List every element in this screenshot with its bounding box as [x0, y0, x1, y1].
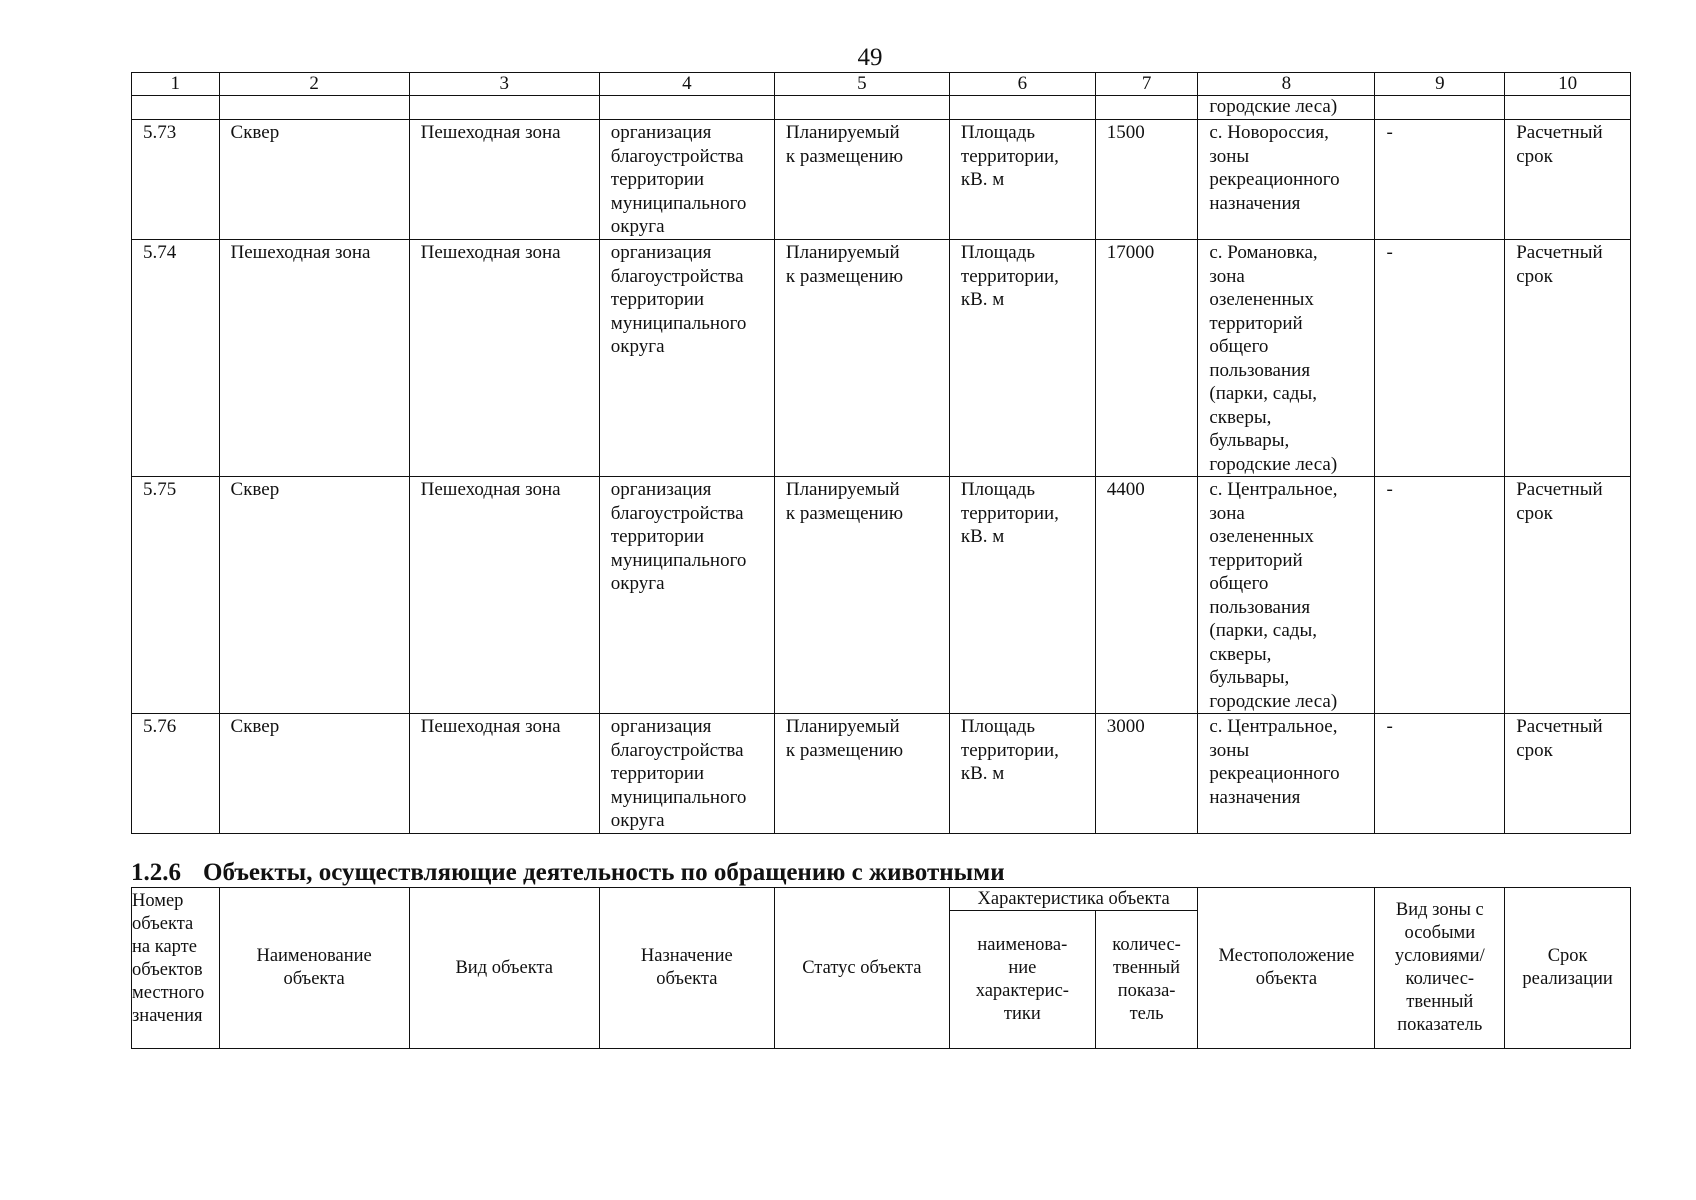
table-row	[132, 240, 1631, 477]
continuation-row	[132, 96, 1631, 120]
header-row	[132, 888, 1631, 911]
table-cell: организация благоустройства территории муниципального округа	[599, 477, 774, 714]
table-cell	[409, 96, 599, 120]
table-cell: Сквер	[219, 714, 409, 834]
page-number: 49	[857, 44, 883, 71]
column-number-row	[132, 73, 1631, 96]
header-characteristic-name: наименова- ние характерис- тики	[949, 911, 1095, 1049]
table-row	[132, 477, 1631, 714]
table-cell	[1505, 96, 1631, 120]
table-cell: Площадь территории, кВ. м	[949, 120, 1095, 240]
table-cell: Расчетный срок	[1505, 477, 1631, 714]
table-cell: Сквер	[219, 477, 409, 714]
table-cell: 5.76	[132, 714, 220, 834]
objects-table	[131, 72, 1631, 834]
table-cell: с. Новороссия, зоны рекреационного назначения	[1198, 120, 1375, 240]
column-number: 1	[132, 73, 220, 96]
table-cell: с. Центральное, зона озелененных территорий общего пользования (парки, сады, скверы, бульвары, городские леса)	[1198, 477, 1375, 714]
table-cell: с. Центральное, зоны рекреационного назначения	[1198, 714, 1375, 834]
table-row	[132, 714, 1631, 834]
table-row	[132, 120, 1631, 240]
table-cell	[949, 96, 1095, 120]
table-cell: -	[1375, 714, 1505, 834]
column-number: 7	[1095, 73, 1198, 96]
header-characteristic-value: количес- твенный показа- тель	[1095, 911, 1198, 1049]
table-cell: 17000	[1095, 240, 1198, 477]
section-number: 1.2.6	[131, 859, 181, 886]
table-cell: Пешеходная зона	[409, 477, 599, 714]
table-cell: 3000	[1095, 714, 1198, 834]
table-cell: -	[1375, 240, 1505, 477]
table-cell: 5.75	[132, 477, 220, 714]
table-cell	[774, 96, 949, 120]
table-cell: Планируемый к размещению	[774, 240, 949, 477]
table-cell: 5.74	[132, 240, 220, 477]
table-cell: Пешеходная зона	[409, 120, 599, 240]
header-object-characteristic: Характеристика объекта	[949, 888, 1197, 911]
column-number: 4	[599, 73, 774, 96]
table-cell: Сквер	[219, 120, 409, 240]
table-cell: Расчетный срок	[1505, 714, 1631, 834]
table-cell: организация благоустройства территории муниципального округа	[599, 240, 774, 477]
table-cell: 1500	[1095, 120, 1198, 240]
table-cell: организация благоустройства территории муниципального округа	[599, 714, 774, 834]
header-object-name: Наименование объекта	[219, 888, 409, 1049]
section-heading	[131, 858, 1005, 888]
header-special-zone: Вид зоны с особыми условиями/ количес- твенный показатель	[1375, 888, 1505, 1049]
column-number: 3	[409, 73, 599, 96]
table-cell	[1375, 96, 1505, 120]
table-cell: Пешеходная зона	[409, 714, 599, 834]
table-cell: Планируемый к размещению	[774, 120, 949, 240]
column-number: 8	[1198, 73, 1375, 96]
table-cell	[1095, 96, 1198, 120]
table-cell: Планируемый к размещению	[774, 477, 949, 714]
table-cell: Расчетный срок	[1505, 240, 1631, 477]
header-object-type: Вид объекта	[409, 888, 599, 1049]
table-cell: -	[1375, 120, 1505, 240]
column-number: 2	[219, 73, 409, 96]
table-cell: Пешеходная зона	[219, 240, 409, 477]
header-object-status: Статус объекта	[774, 888, 949, 1049]
table-cell: Площадь территории, кВ. м	[949, 477, 1095, 714]
table-cell	[132, 96, 220, 120]
column-number: 9	[1375, 73, 1505, 96]
column-number: 6	[949, 73, 1095, 96]
table-cell: Пешеходная зона	[409, 240, 599, 477]
header-object-location: Местоположение объекта	[1198, 888, 1375, 1049]
animal-objects-header-table	[131, 887, 1631, 1049]
column-number: 10	[1505, 73, 1631, 96]
table-cell: 4400	[1095, 477, 1198, 714]
header-object-purpose: Назначение объекта	[599, 888, 774, 1049]
header-implementation-term: Срок реализации	[1505, 888, 1631, 1049]
table-cell: Расчетный срок	[1505, 120, 1631, 240]
table-cell: -	[1375, 477, 1505, 714]
table-cell: Площадь территории, кВ. м	[949, 714, 1095, 834]
section-title: Объекты, осуществляющие деятельность по обращению с животными	[203, 859, 1005, 886]
header-object-number: Номер объекта на карте объектов местного значения	[132, 888, 220, 1049]
table-cell: с. Романовка, зона озелененных территорий общего пользования (парки, сады, скверы, бульвары, городские леса)	[1198, 240, 1375, 477]
table-cell	[599, 96, 774, 120]
table-cell	[219, 96, 409, 120]
column-number: 5	[774, 73, 949, 96]
table-cell: организация благоустройства территории муниципального округа	[599, 120, 774, 240]
table-cell: Планируемый к размещению	[774, 714, 949, 834]
table-cell: Площадь территории, кВ. м	[949, 240, 1095, 477]
table-cell: городские леса)	[1198, 96, 1375, 120]
table-cell: 5.73	[132, 120, 220, 240]
